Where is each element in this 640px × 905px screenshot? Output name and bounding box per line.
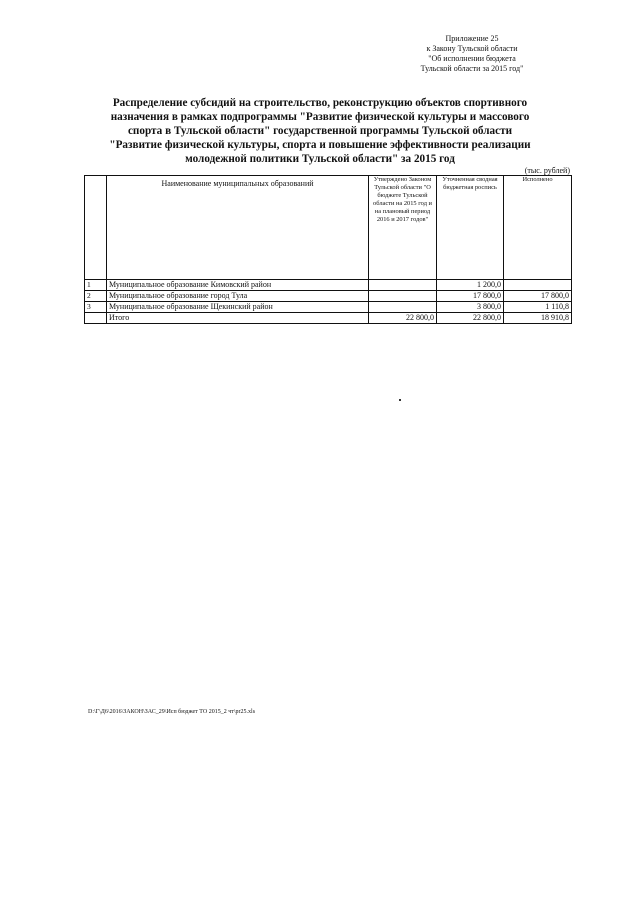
table-row — [85, 280, 572, 291]
row-index: 2 — [85, 291, 107, 302]
table-total-row — [85, 313, 572, 324]
title-line-3: спорта в Тульской области" государственной программы Тульской области — [127, 125, 513, 137]
row-name: Муниципальное образование город Тула — [107, 291, 369, 302]
table-row — [85, 291, 572, 302]
row-name: Муниципальное образование Щекинский район — [107, 302, 369, 313]
total-name: Итого — [107, 313, 369, 324]
row-refined: 3 800,0 — [437, 302, 504, 313]
row-executed — [504, 280, 572, 291]
appendix-line-4: Тульской области за 2015 год" — [420, 64, 524, 73]
title-line-5: молодежной политики Тульской области" за 2015 год — [185, 153, 455, 165]
document-title — [82, 96, 558, 166]
row-index: 1 — [85, 280, 107, 291]
total-index — [85, 313, 107, 324]
row-name: Муниципальное образование Кимовский район — [107, 280, 369, 291]
row-refined: 1 200,0 — [437, 280, 504, 291]
total-executed: 18 910,8 — [504, 313, 572, 324]
header-executed: Исполнено — [504, 176, 572, 280]
title-line-1: Распределение субсидий на строительство, реконструкцию объектов спортивного — [112, 97, 528, 109]
subsidy-table — [84, 175, 572, 324]
header-index — [85, 176, 107, 280]
row-executed: 17 800,0 — [504, 291, 572, 302]
title-line-2: назначения в рамках подпрограммы "Развитие физической культуры и массового — [110, 111, 530, 123]
row-index: 3 — [85, 302, 107, 313]
header-approved: Утверждено Законом Тульской области "О бюджете Тульской области на 2015 год и на плановый период 2016 и 2017 годов" — [369, 176, 437, 280]
appendix-caption — [392, 34, 552, 74]
units-label: (тыс. рублей) — [524, 166, 570, 175]
row-executed: 1 110,8 — [504, 302, 572, 313]
table-row — [85, 302, 572, 313]
row-approved — [369, 280, 437, 291]
total-approved: 22 800,0 — [369, 313, 437, 324]
header-name: Наименование муниципальных образований — [107, 176, 369, 280]
title-line-4: "Развитие физической культуры, спорта и повышение эффективности реализации — [109, 139, 531, 151]
row-refined: 17 800,0 — [437, 291, 504, 302]
total-refined: 22 800,0 — [437, 313, 504, 324]
appendix-line-2: к Закону Тульской области — [426, 44, 518, 53]
header-refined: Уточненная сводная бюджетная роспись — [437, 176, 504, 280]
row-approved — [369, 302, 437, 313]
file-path-footer: D:\Г\Д6\2016\ЗАКОН\ЗАС_29\Исп бюджет ТО 2015_2 чт\pr25.xls — [88, 709, 256, 715]
scan-speck — [399, 399, 401, 401]
appendix-line-1: Приложение 25 — [445, 34, 499, 43]
row-approved — [369, 291, 437, 302]
table-header-row — [85, 176, 572, 280]
appendix-line-3: "Об исполнении бюджета — [428, 54, 516, 63]
